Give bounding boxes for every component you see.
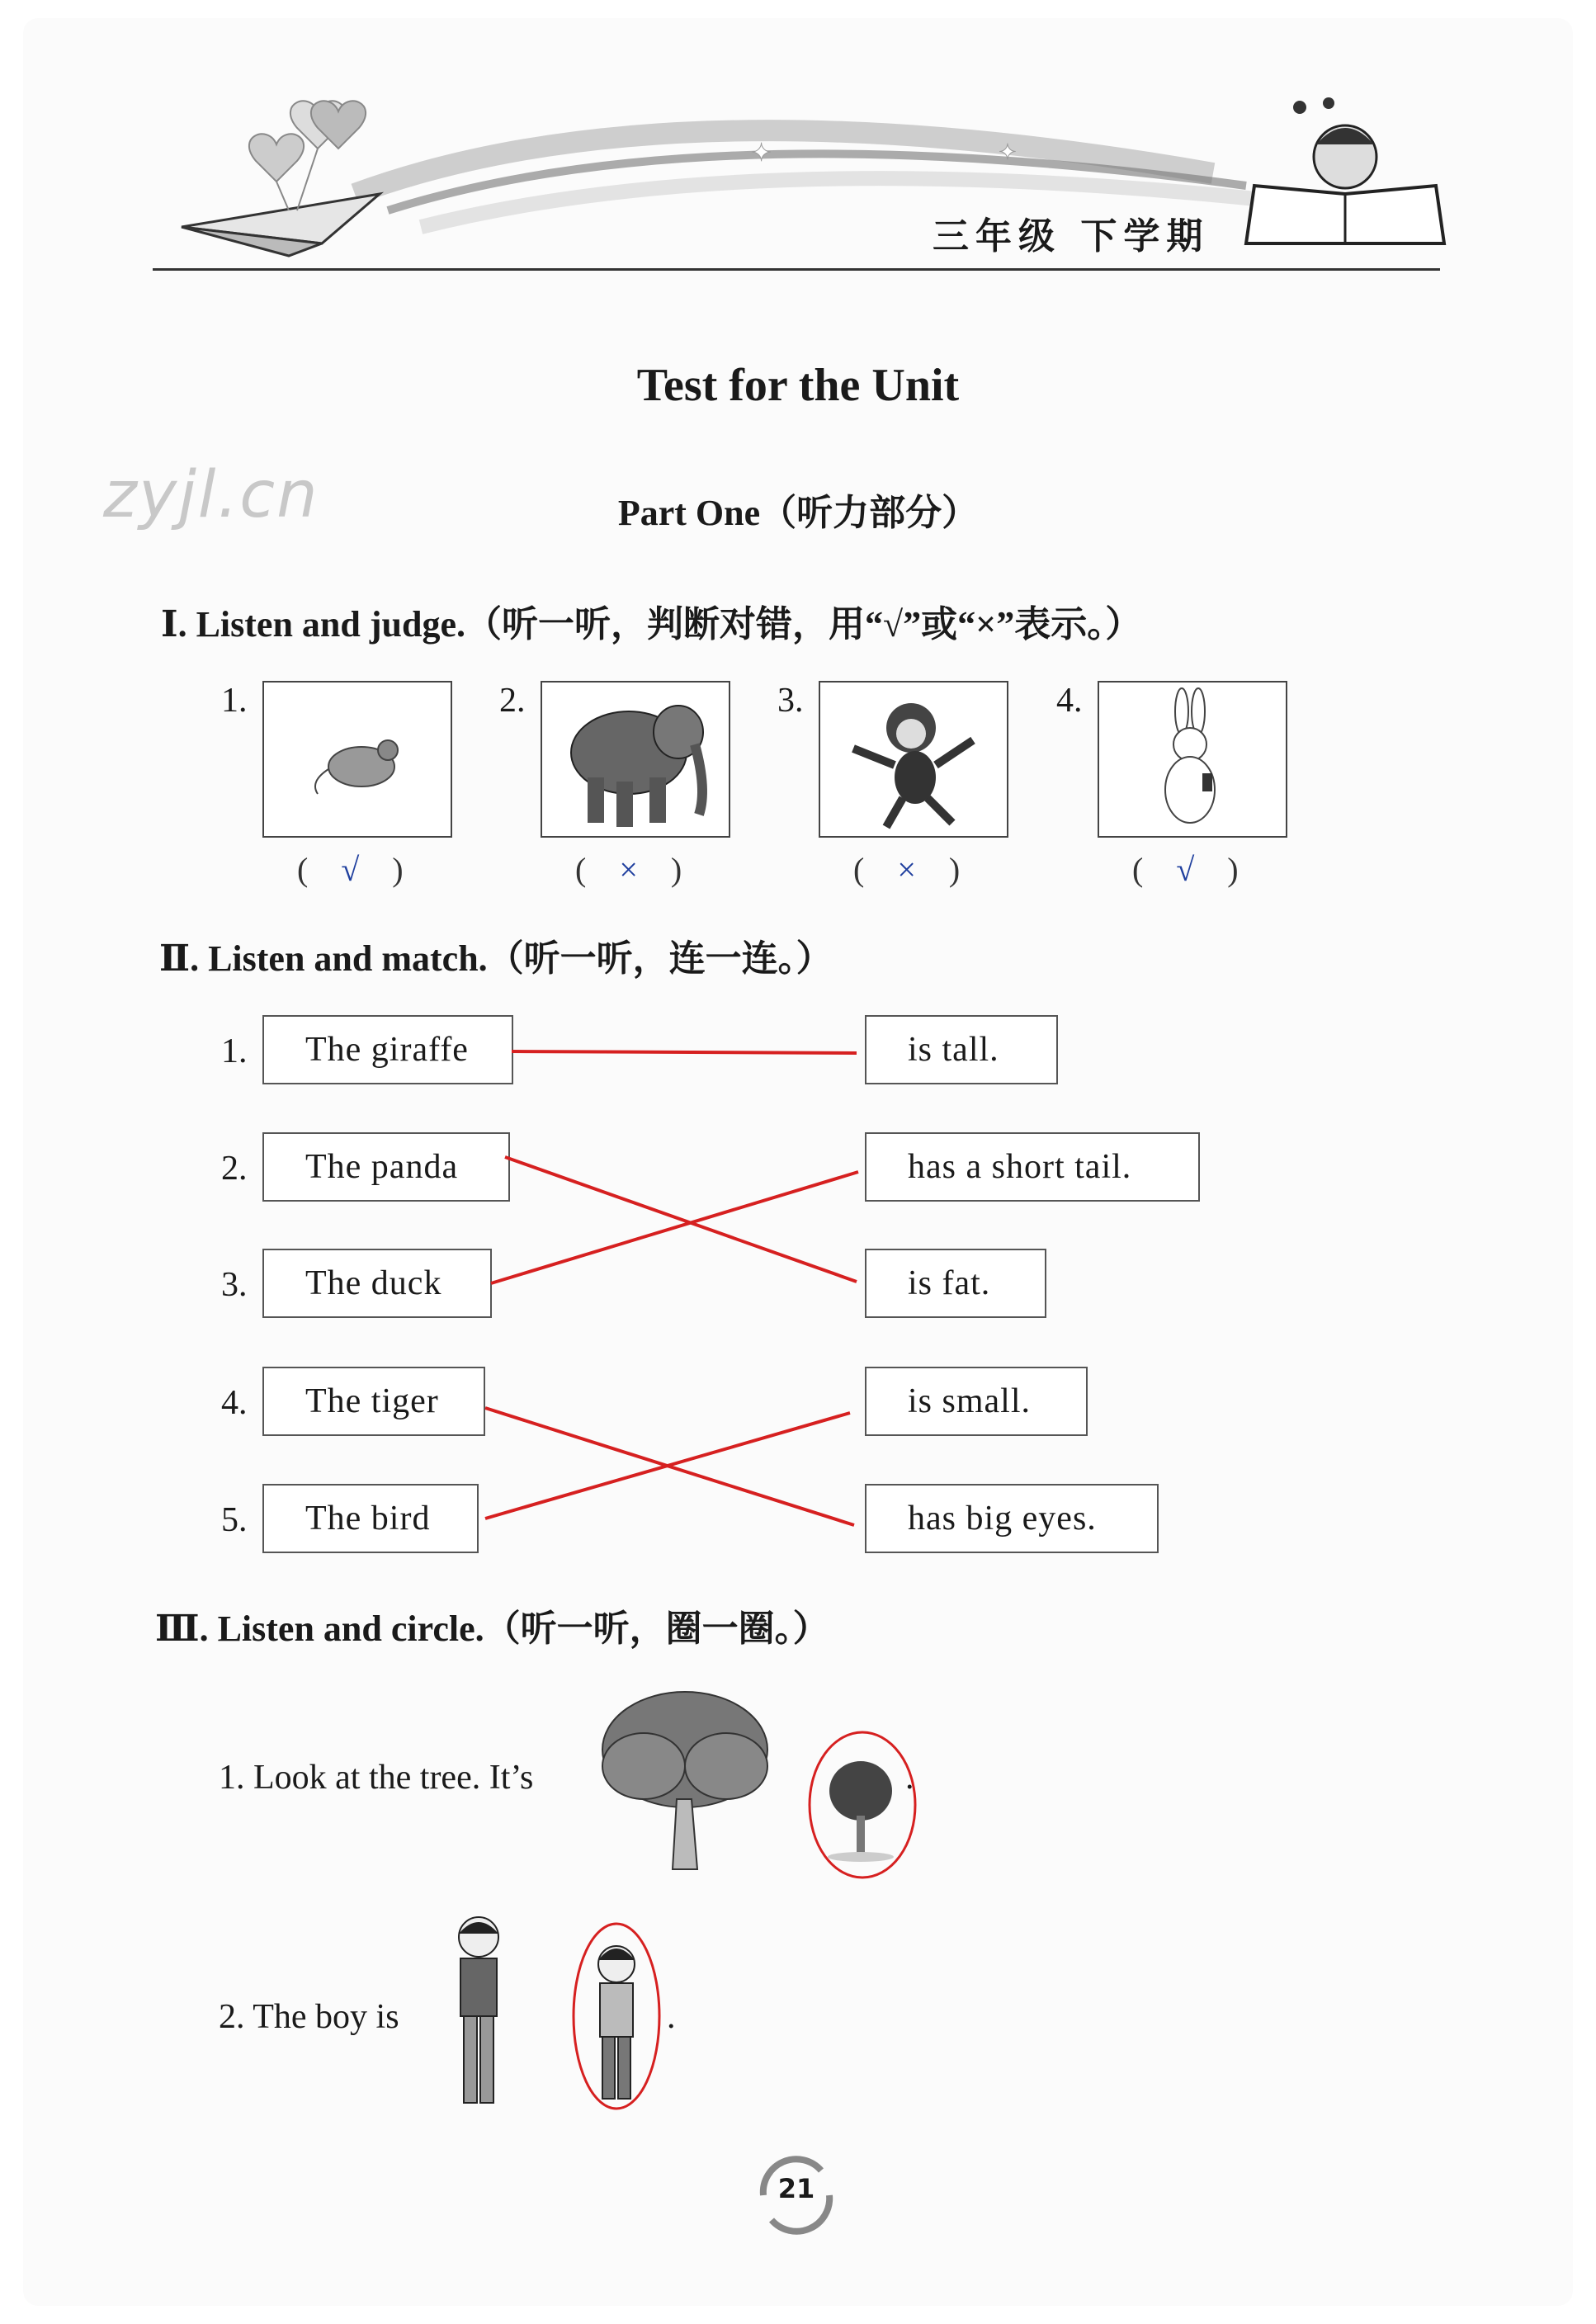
answer-mark: × [897, 851, 916, 888]
part-title: Part One（听力部分） [617, 493, 979, 533]
period: . [905, 1759, 914, 1797]
judge-answer-2: ( × ) [575, 851, 682, 888]
small-tree-picture[interactable] [805, 1729, 920, 1882]
match-line [485, 1413, 850, 1519]
answer-mark: √ [341, 851, 360, 888]
answer-mark: × [619, 851, 638, 888]
match-line [491, 1172, 858, 1283]
match-item-number: 2. [221, 1150, 248, 1188]
match-left-giraffe[interactable]: The giraffe [262, 1015, 513, 1084]
judge-item-number: 2. [499, 682, 526, 720]
match-left-tiger[interactable]: The tiger [262, 1367, 485, 1436]
page-title: Test for the Unit [636, 360, 960, 411]
match-right-is-fat[interactable]: is fat. [865, 1249, 1046, 1318]
match-left-duck[interactable]: The duck [262, 1249, 492, 1318]
short-boy-picture[interactable] [569, 1919, 664, 2117]
period: . [667, 1998, 676, 2036]
match-right-is-small[interactable]: is small. [865, 1367, 1088, 1436]
big-tree-picture[interactable] [594, 1684, 776, 1873]
page-number: 21 [777, 2173, 815, 2204]
tall-boy-picture[interactable] [446, 1911, 512, 2117]
grade-label: 三年级 下学期 [933, 215, 1210, 257]
match-right-is-tall[interactable]: is tall. [865, 1015, 1058, 1084]
match-line [512, 1051, 857, 1053]
sparkle-icon: ✦ [999, 140, 1017, 164]
judge-item-number: 1. [221, 682, 248, 720]
match-item-number: 1. [221, 1032, 248, 1070]
watermark: zyjl.cn [103, 458, 319, 532]
match-item-number: 3. [221, 1266, 248, 1304]
match-right-big-eyes[interactable]: has big eyes. [865, 1484, 1159, 1553]
sparkle-icon: ✦ [751, 139, 772, 167]
match-item-number: 5. [221, 1501, 248, 1539]
judge-answer-4: ( √ ) [1132, 851, 1239, 888]
judge-answer-1: ( √ ) [297, 851, 404, 888]
judge-answer-3: ( × ) [853, 851, 961, 888]
circle-question-1: 1. Look at the tree. It’s [219, 1759, 534, 1797]
tall-boy-icon [459, 1917, 498, 2103]
judge-item-number: 3. [777, 682, 804, 720]
judge-item-number: 4. [1056, 682, 1083, 720]
short-boy-icon [598, 1946, 635, 2099]
big-tree-icon [602, 1692, 767, 1869]
answer-mark: √ [1176, 851, 1195, 888]
match-left-panda[interactable]: The panda [262, 1132, 510, 1202]
match-left-bird[interactable]: The bird [262, 1484, 479, 1553]
section2-heading: Ⅱ. Listen and match.（听一听，连一连。） [159, 938, 833, 979]
match-item-number: 4. [221, 1384, 248, 1422]
circle-question-2: 2. The boy is [219, 1998, 399, 2036]
section3-heading: Ⅲ. Listen and circle.（听一听，圈一圈。） [155, 1608, 829, 1649]
section1-heading: Ⅰ. Listen and judge.（听一听，判断对错，用“√”或“×”表示。） [161, 604, 1142, 645]
small-tree-icon [828, 1761, 894, 1862]
match-right-short-tail[interactable]: has a short tail. [865, 1132, 1200, 1202]
